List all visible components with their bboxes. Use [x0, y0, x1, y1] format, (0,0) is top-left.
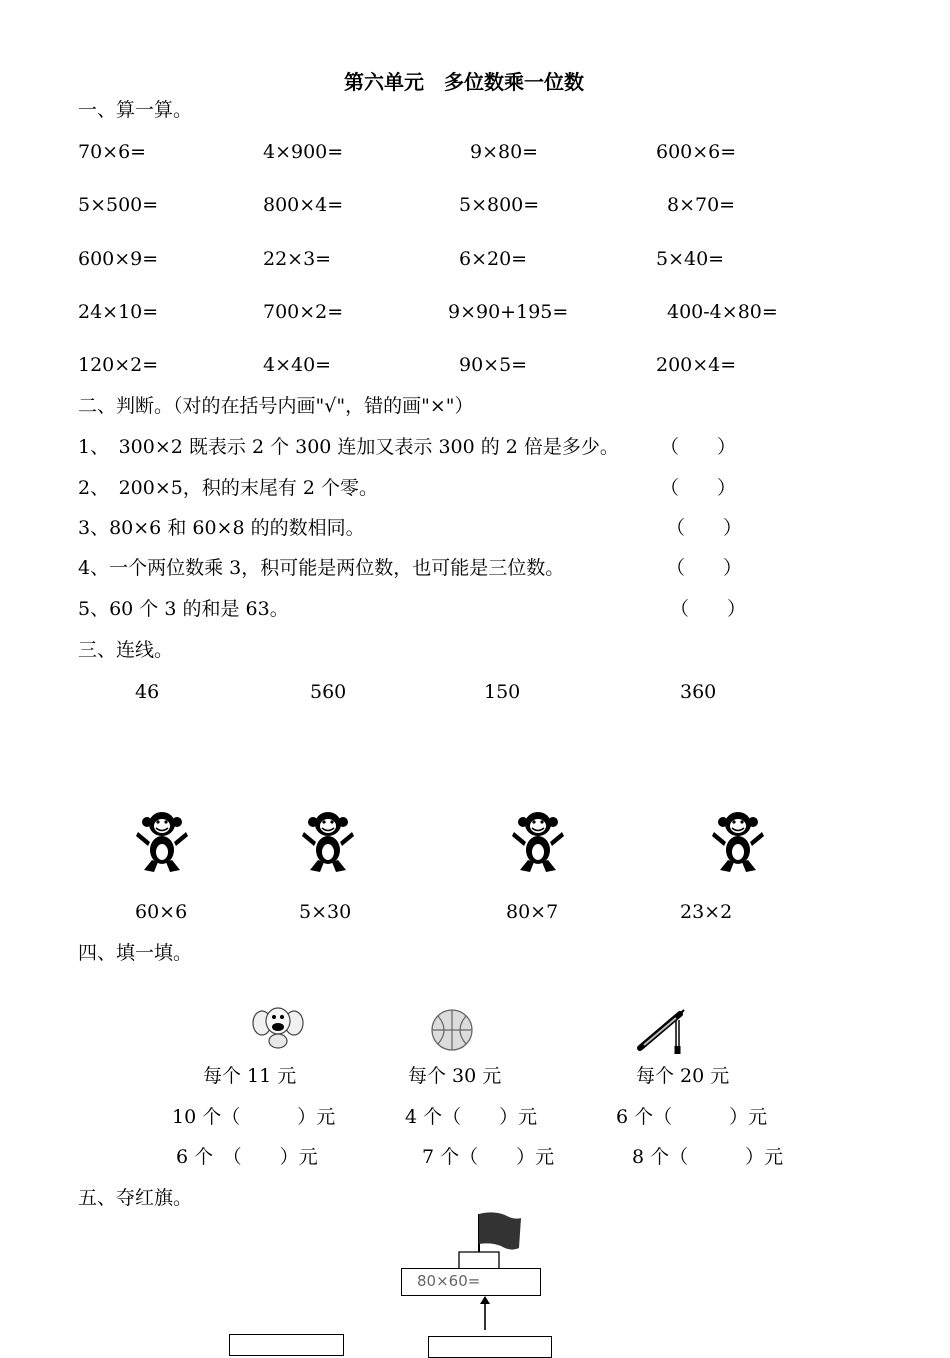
judge-item: 4、一个两位数乘 3，积可能是两位数，也可能是三位数。 [78, 557, 565, 579]
calc-item: 4×900= [263, 141, 344, 163]
price-label: 每个 11 元 [203, 1065, 297, 1087]
price-label: 每个 30 元 [408, 1065, 502, 1087]
fill-item[interactable]: 6 个 （ ）元 [176, 1146, 318, 1168]
judge-item: 1、 300×2 既表示 2 个 300 连加又表示 300 的 2 倍是多少。 [78, 436, 619, 458]
judge-item: 3、80×6 和 60×8 的的数相同。 [78, 517, 365, 539]
calc-item: 6×20= [459, 248, 528, 270]
monkey-icon [134, 810, 190, 874]
toy-monkey-icon [252, 1003, 304, 1049]
page-title: 第六单元 多位数乘一位数 [344, 70, 584, 94]
calc-item: 4×40= [263, 354, 332, 376]
flag-top-expression: 80×60= [417, 1272, 481, 1290]
calc-item: 9×90+195= [448, 301, 569, 323]
section2-heading: 二、判断。（对的在括号内画"√"，错的画"×"） [78, 395, 474, 417]
section4-heading: 四、填一填。 [78, 942, 193, 964]
match-expression[interactable]: 23×2 [680, 901, 733, 923]
calc-item: 400-4×80= [667, 301, 778, 323]
monkey-icon [710, 810, 766, 874]
match-expression[interactable]: 5×30 [299, 901, 352, 923]
calc-item: 5×40= [656, 248, 725, 270]
answer-blank[interactable]: （ ） [660, 477, 737, 499]
answer-blank[interactable]: （ ） [666, 557, 743, 579]
answer-blank[interactable]: （ ） [666, 517, 743, 539]
fill-item[interactable]: 4 个（ ）元 [405, 1106, 538, 1128]
section5-heading: 五、夺红旗。 [78, 1187, 193, 1209]
fill-item[interactable]: 10 个（ ）元 [172, 1106, 336, 1128]
calc-item: 600×6= [656, 141, 737, 163]
flute-icon [636, 1008, 690, 1056]
calc-item: 5×500= [78, 194, 159, 216]
match-number[interactable]: 560 [310, 681, 347, 703]
fill-item[interactable]: 6 个（ ）元 [616, 1106, 768, 1128]
match-number[interactable]: 150 [484, 681, 521, 703]
monkey-icon [300, 810, 356, 874]
match-number[interactable]: 46 [135, 681, 160, 703]
calc-item: 5×800= [459, 194, 540, 216]
monkey-icon [510, 810, 566, 874]
calc-item: 70×6= [78, 141, 147, 163]
fill-item[interactable]: 7 个（ ）元 [422, 1146, 555, 1168]
section3-heading: 三、连线。 [78, 639, 174, 661]
judge-item: 5、60 个 3 的和是 63。 [78, 598, 289, 620]
match-number[interactable]: 360 [680, 681, 717, 703]
judge-item: 2、 200×5，积的末尾有 2 个零。 [78, 477, 379, 499]
match-expression[interactable]: 80×7 [506, 901, 559, 923]
price-label: 每个 20 元 [636, 1065, 730, 1087]
answer-blank[interactable]: （ ） [660, 436, 737, 458]
answer-blank[interactable]: （ ） [670, 598, 747, 620]
calc-item: 120×2= [78, 354, 159, 376]
calc-item: 24×10= [78, 301, 159, 323]
calc-item: 9×80= [470, 141, 539, 163]
flag-step-box-right [428, 1336, 552, 1358]
calc-item: 800×4= [263, 194, 344, 216]
flag-step-box-left [229, 1334, 344, 1356]
calc-item: 200×4= [656, 354, 737, 376]
basketball-icon [430, 1008, 474, 1052]
calc-item: 600×9= [78, 248, 159, 270]
fill-item[interactable]: 8 个（ ）元 [632, 1146, 784, 1168]
calc-item: 90×5= [459, 354, 528, 376]
flag-top-box [401, 1268, 541, 1296]
match-expression[interactable]: 60×6 [135, 901, 188, 923]
calc-item: 700×2= [263, 301, 344, 323]
calc-item: 8×70= [667, 194, 736, 216]
calc-item: 22×3= [263, 248, 332, 270]
section1-heading: 一、算一算。 [78, 99, 193, 121]
